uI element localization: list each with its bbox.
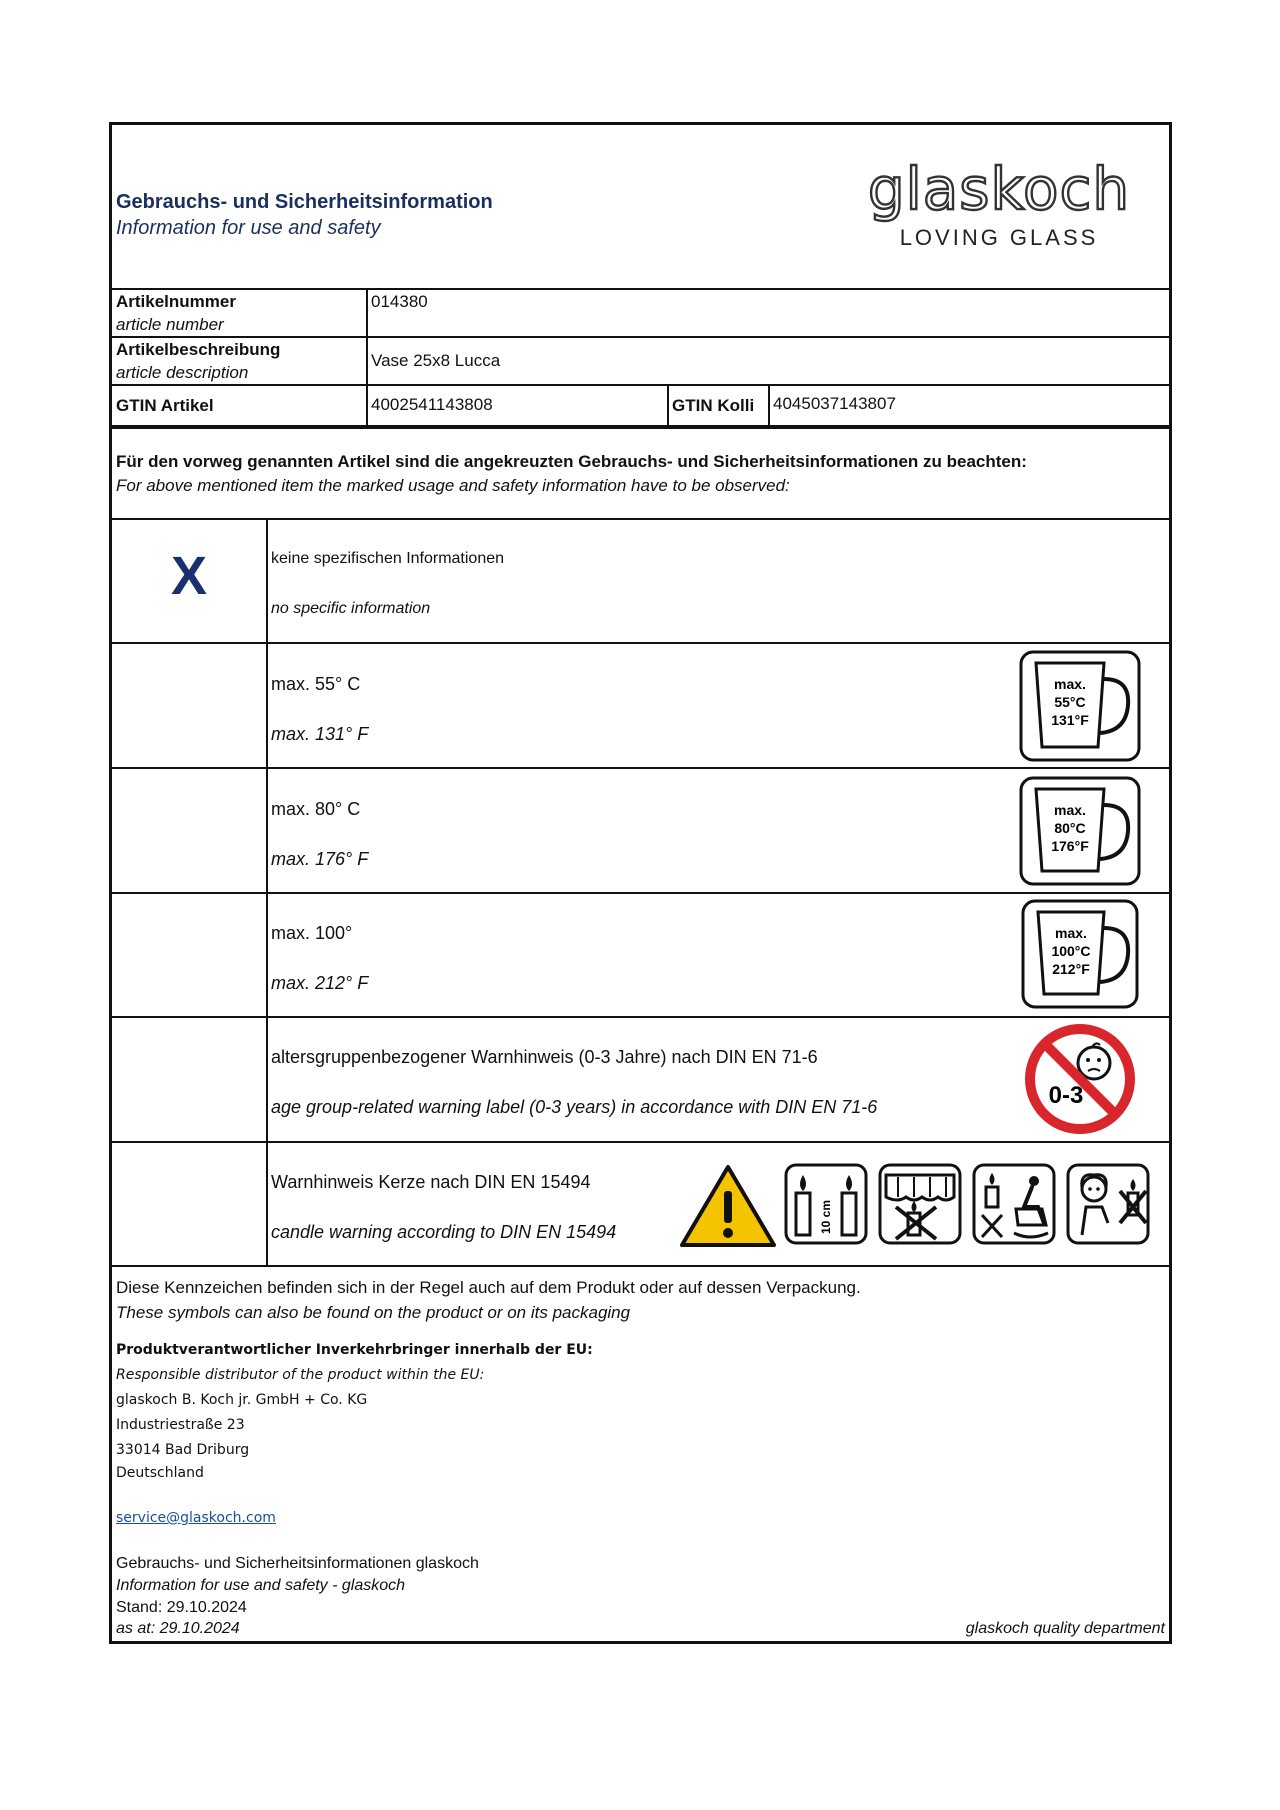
address-line: Deutschland <box>116 1465 204 1481</box>
gtin-kolli-value: 4045037143807 <box>773 394 896 413</box>
mug-icon <box>1018 775 1142 887</box>
safety-info-sheet <box>109 122 1172 1644</box>
mug-icon-max: max. <box>1054 676 1086 692</box>
row-text-en: candle warning according to DIN EN 15494 <box>271 1222 617 1242</box>
mug-icon-max: max. <box>1055 925 1087 941</box>
address-line: 33014 Bad Driburg <box>116 1442 250 1458</box>
article-number-value: 014380 <box>371 292 428 311</box>
doc-name-de: Gebrauchs- und Sicherheitsinformationen glaskoch <box>116 1555 479 1572</box>
title-de: Gebrauchs- und Sicherheitsinformation <box>116 191 493 213</box>
mug-icon-max: max. <box>1054 802 1086 818</box>
stand-de: Stand: 29.10.2024 <box>116 1599 247 1616</box>
address-line: Industriestraße 23 <box>116 1417 245 1433</box>
warning-triangle-icon <box>678 1163 778 1249</box>
row-text-en: max. 212° F <box>271 973 369 993</box>
logo-tagline: LOVING GLASS <box>899 225 1099 250</box>
address-line: glaskoch B. Koch jr. GmbH + Co. KG <box>116 1392 368 1408</box>
glaskoch-logo <box>854 147 1144 257</box>
gtin-kolli-label: GTIN Kolli <box>672 396 755 415</box>
row-text-de: max. 100° <box>271 923 353 943</box>
mug-icon-celsius: 80°C <box>1054 820 1086 836</box>
title-en: Information for use and safety <box>116 217 381 239</box>
notice-en: For above mentioned item the marked usage and safety information have to be observed: <box>116 476 790 495</box>
mug-icon-celsius: 100°C <box>1051 943 1091 959</box>
mug-icon-celsius: 55°C <box>1054 694 1086 710</box>
article-desc-label-en: article description <box>116 363 249 382</box>
distributor-label-en: Responsible distributor of the product within the EU: <box>116 1367 485 1383</box>
mug-icon <box>1020 898 1140 1010</box>
svg-text:glaskoch: glaskoch <box>867 155 1131 223</box>
stand-en: as at: 29.10.2024 <box>116 1620 240 1637</box>
doc-name-en: Information for use and safety - glaskoch <box>116 1577 406 1594</box>
row-text-en: age group-related warning label (0-3 years) in accordance with DIN EN 71-6 <box>271 1097 878 1117</box>
article-desc-value: Vase 25x8 Lucca <box>371 351 501 370</box>
gtin-article-label: GTIN Artikel <box>116 396 214 415</box>
candle-distance-label: 10 cm <box>819 1199 833 1235</box>
row-text-de: altersgruppenbezogener Warnhinweis (0-3 Jahre) nach DIN EN 71-6 <box>271 1047 818 1067</box>
row-text-de: keine spezifischen Informationen <box>271 550 505 567</box>
age-warning-label: 0-3 <box>1048 1082 1084 1109</box>
mug-icon <box>1018 649 1142 763</box>
row-text-en: max. 176° F <box>271 849 369 869</box>
mug-icon-fahrenheit: 212°F <box>1052 961 1090 977</box>
symbols-note-de: Diese Kennzeichen befinden sich in der Regel auch auf dem Produkt oder auf dessen Verpackung. <box>116 1278 861 1297</box>
candle-children-icon <box>1066 1163 1150 1245</box>
quality-department: glaskoch quality department <box>965 1620 1165 1637</box>
mug-icon-fahrenheit: 131°F <box>1051 712 1089 728</box>
row-text-en: max. 131° F <box>271 724 369 744</box>
article-number-label: Artikelnummer <box>116 292 236 311</box>
article-desc-label: Artikelbeschreibung <box>116 340 281 359</box>
article-number-label-en: article number <box>116 315 224 334</box>
checkmark-x: X <box>170 546 208 606</box>
row-text-de: Warnhinweis Kerze nach DIN EN 15494 <box>271 1172 591 1192</box>
symbols-note-en: These symbols can also be found on the product or on its packaging <box>116 1303 631 1322</box>
notice-de: Für den vorweg genannten Artikel sind die angekreuzten Gebrauchs- und Sicherheitsinformationen zu beachten: <box>116 452 1027 471</box>
gtin-article-value: 4002541143808 <box>371 395 493 414</box>
candle-curtain-icon <box>878 1163 962 1245</box>
candle-distance-icon <box>784 1163 868 1245</box>
email-link[interactable]: service@glaskoch.com <box>116 1510 276 1526</box>
distributor-label-de: Produktverantwortlicher Inverkehrbringer innerhalb der EU: <box>116 1342 593 1358</box>
mug-icon-fahrenheit: 176°F <box>1051 838 1089 854</box>
row-text-de: max. 80° C <box>271 799 361 819</box>
candle-unattended-icon <box>972 1163 1056 1245</box>
row-text-en: no specific information <box>271 600 431 617</box>
age-warning-icon <box>1022 1023 1138 1135</box>
row-text-de: max. 55° C <box>271 674 361 694</box>
